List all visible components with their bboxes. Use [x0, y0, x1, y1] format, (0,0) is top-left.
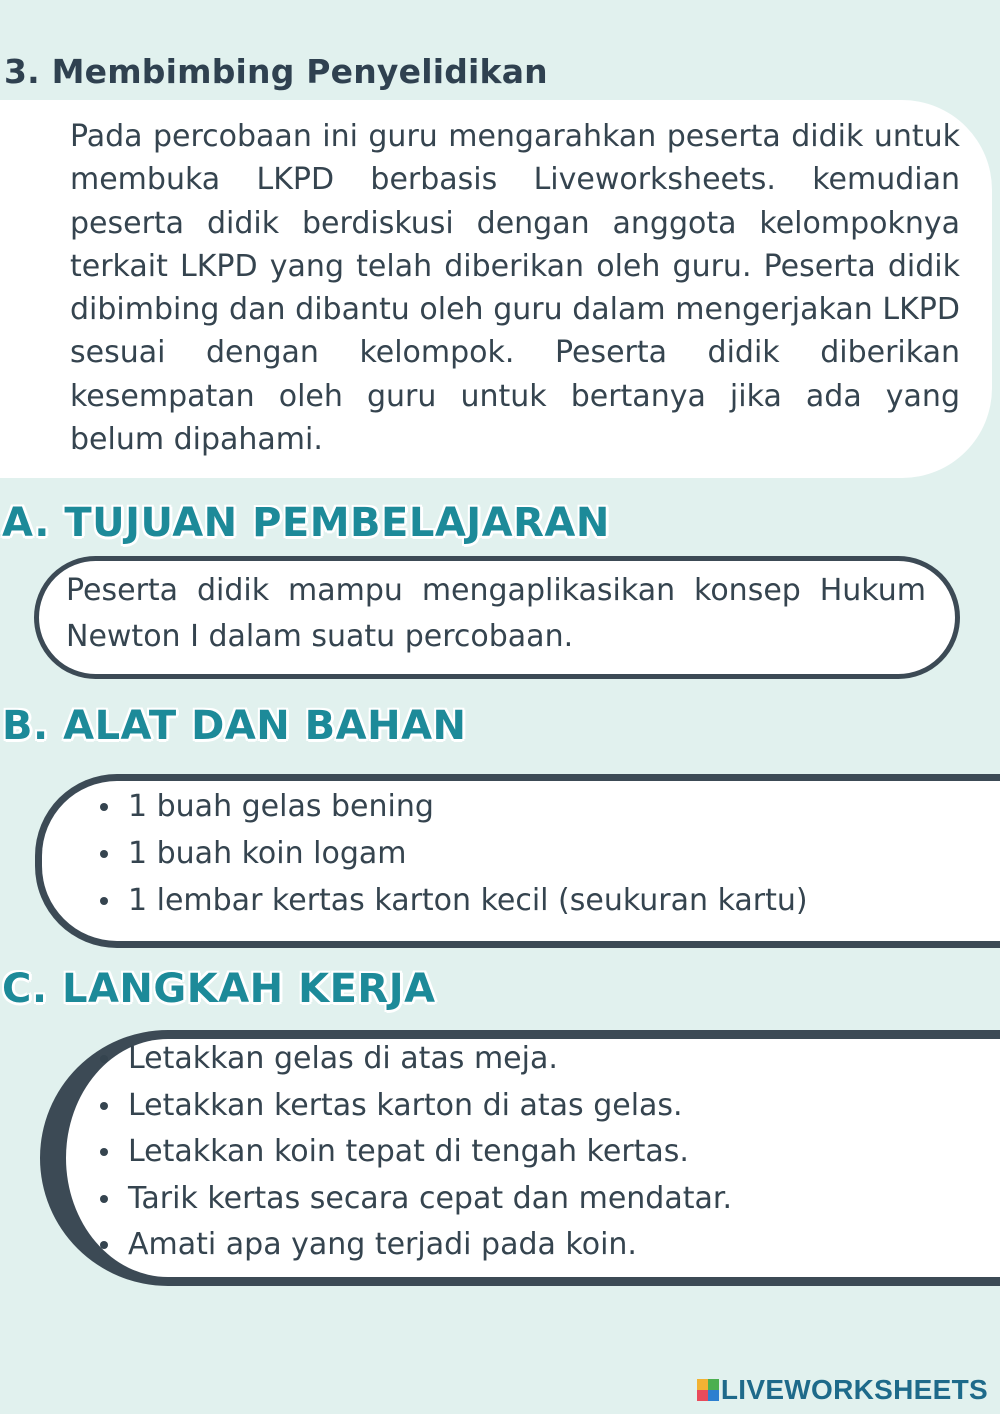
- alat-heading: B. ALAT DAN BAHAN: [2, 703, 467, 749]
- langkah-heading: C. LANGKAH KERJA: [2, 966, 436, 1012]
- list-item-text: 1 buah koin logam: [128, 836, 407, 871]
- bullet-icon: [100, 1241, 108, 1249]
- list-item-text: Letakkan kertas karton di atas gelas.: [128, 1087, 683, 1123]
- tujuan-text: Peserta didik mampu mengaplikasikan konsep Hukum Newton I dalam suatu percobaan.: [66, 573, 926, 654]
- section-3-title: 3. Membimbing Penyelidikan: [4, 52, 548, 91]
- list-item: [100, 1083, 732, 1130]
- liveworksheets-brand[interactable]: [697, 1373, 988, 1407]
- list-item-text: Letakkan koin tepat di tengah kertas.: [128, 1134, 689, 1169]
- list-item: [100, 877, 808, 924]
- liveworksheets-logo-icon: [697, 1379, 719, 1401]
- alat-list: [100, 783, 808, 924]
- tujuan-heading: A. TUJUAN PEMBELAJARAN: [2, 500, 610, 546]
- langkah-list: [100, 1036, 732, 1269]
- bullet-icon: [100, 1195, 108, 1203]
- bullet-icon: [100, 1148, 108, 1156]
- list-item-text: Amati apa yang terjadi pada koin.: [128, 1227, 637, 1262]
- bullet-icon: [100, 1055, 108, 1063]
- section-3-paragraph: Pada percobaan ini guru mengarahkan peserta didik untuk membuka LKPD berbasis Liveworksheets. kemudian peserta didik berdiskusi dengan anggota kelompoknya terkait LKPD yang telah diberikan oleh guru. Peserta didik dibimbing dan dibantu oleh guru dalam mengerjakan LKPD sesuai dengan kelompok. Peserta didik diberikan kesempatan oleh guru untuk bertanya jika ada yang belum dipahami.: [70, 119, 960, 458]
- list-item: [100, 1222, 732, 1269]
- bullet-icon: [100, 803, 108, 811]
- bullet-icon: [100, 850, 108, 858]
- list-item-text: Letakkan gelas di atas meja.: [128, 1041, 558, 1076]
- bullet-icon: [100, 897, 108, 905]
- brand-text: LIVEWORKSHEETS: [720, 1374, 988, 1405]
- bullet-icon: [100, 1102, 108, 1110]
- list-item: [100, 1176, 732, 1223]
- list-item-text: 1 lembar kertas karton kecil (seukuran kartu): [128, 883, 808, 918]
- list-item: [100, 1036, 732, 1083]
- list-item-text: 1 buah gelas bening: [128, 789, 434, 824]
- list-item-text: Tarik kertas secara cepat dan mendatar.: [128, 1180, 732, 1216]
- list-item: [100, 830, 808, 877]
- list-item: [100, 783, 808, 830]
- list-item: [100, 1129, 732, 1176]
